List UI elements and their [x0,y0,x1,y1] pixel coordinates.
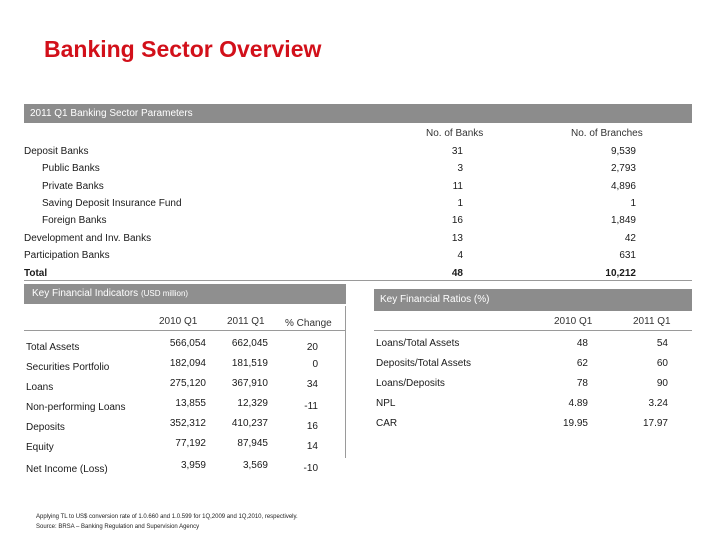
col-header-branches: No. of Branches [571,128,643,139]
parameter-banks: 16 [451,215,463,226]
parameter-banks: 1 [457,198,463,209]
indicator-2010: 566,054 [169,338,206,349]
parameter-branches: 42 [624,233,636,244]
ratios-col-2010: 2010 Q1 [554,316,593,327]
parameter-branches: 9,539 [610,146,636,157]
indicator-2010: 77,192 [175,438,206,449]
indicator-label: Net Income (Loss) [26,464,108,475]
indicator-change: 14 [306,441,318,452]
ratio-2010: 48 [576,338,588,349]
indicator-label: Total Assets [26,342,80,353]
indicator-change: -10 [303,463,318,474]
ratios-section-title: Key Financial Ratios (%) [380,294,490,305]
indicator-label: Loans [26,382,54,393]
parameter-banks: 3 [457,163,463,174]
indicator-2010: 13,855 [175,398,206,409]
ratio-2011: 60 [656,358,668,369]
indicator-change: 0 [312,359,318,370]
parameters-section-title: 2011 Q1 Banking Sector Parameters [30,108,193,119]
indicator-2010: 352,312 [169,418,206,429]
ratios-col-2011: 2011 Q1 [633,316,671,327]
indicator-2010: 275,120 [169,378,206,389]
ratio-label: Deposits/Total Assets [376,358,472,369]
indicator-2011: 12,329 [237,398,268,409]
indicator-2011: 181,519 [231,358,268,369]
indicator-label: Securities Portfolio [26,362,110,373]
ratio-2011: 17.97 [642,418,668,429]
page-title: Banking Sector Overview [44,36,322,62]
indicators-col-change: % Change [285,318,332,329]
parameter-label: Foreign Banks [42,215,107,226]
parameter-label: Saving Deposit Insurance Fund [42,198,182,209]
indicators-header-bar [24,284,346,304]
parameter-label: Participation Banks [24,250,110,261]
parameter-banks: 48 [451,268,463,279]
col-header-banks: No. of Banks [426,128,484,139]
parameter-branches: 2,793 [610,163,636,174]
ratio-label: Loans/Total Assets [376,338,460,349]
parameter-label: Private Banks [42,181,104,192]
parameter-branches: 631 [619,250,636,261]
parameter-label: Development and Inv. Banks [24,233,152,244]
indicator-change: 16 [306,421,318,432]
indicator-label: Non-performing Loans [26,402,126,413]
indicator-2010: 182,094 [169,358,206,369]
indicator-2011: 410,237 [231,418,268,429]
ratio-2011: 3.24 [648,398,668,409]
indicators-section-title: Key Financial Indicators [32,288,139,299]
ratio-label: Loans/Deposits [376,378,445,389]
indicators-unit: (USD million) [140,289,189,298]
ratio-2011: 54 [656,338,668,349]
indicators-header-rule [24,330,346,331]
parameter-branches: 1,849 [610,215,636,226]
indicator-change: 34 [306,379,318,390]
parameter-banks: 11 [452,181,463,192]
parameter-banks: 31 [451,146,463,157]
indicators-col-2011: 2011 Q1 [227,316,265,327]
indicator-2011: 367,910 [231,378,268,389]
parameter-label: Deposit Banks [24,146,89,157]
indicators-right-border [345,306,346,458]
parameter-banks: 4 [457,250,463,261]
ratio-2011: 90 [656,378,668,389]
footnote-conversion: Applying TL to US$ conversion rate of 1.0.660 and 1.0.599 for 1Q,2009 and 1Q,2010, respectively. [36,514,298,520]
parameter-branches: 4,896 [610,181,636,192]
ratio-2010: 19.95 [562,418,588,429]
indicator-label: Equity [26,442,54,453]
indicator-2011: 87,945 [237,438,268,449]
ratio-label: CAR [376,418,398,429]
indicator-change: 20 [306,342,318,353]
parameters-header-bar [24,104,692,123]
ratio-2010: 62 [576,358,588,369]
indicator-2011: 662,045 [231,338,268,349]
indicator-label: Deposits [26,422,65,433]
ratio-2010: 78 [576,378,588,389]
ratio-label: NPL [376,398,396,409]
parameter-branches: 1 [630,198,636,209]
footnote-source: Source: BRSA – Banking Regulation and Supervision Agency [36,524,200,530]
ratios-header-rule [374,330,692,331]
indicator-2010: 3,959 [180,460,206,471]
ratios-header-bar [374,289,692,311]
indicator-change: -11 [304,401,318,412]
ratio-2010: 4.89 [568,398,588,409]
parameter-label: Public Banks [42,163,100,174]
indicators-col-2010: 2010 Q1 [159,316,198,327]
parameters-bottom-rule [24,280,692,281]
parameter-banks: 13 [451,233,463,244]
parameter-branches: 10,212 [605,268,636,279]
parameter-label: Total [24,268,48,279]
indicator-2011: 3,569 [242,460,268,471]
